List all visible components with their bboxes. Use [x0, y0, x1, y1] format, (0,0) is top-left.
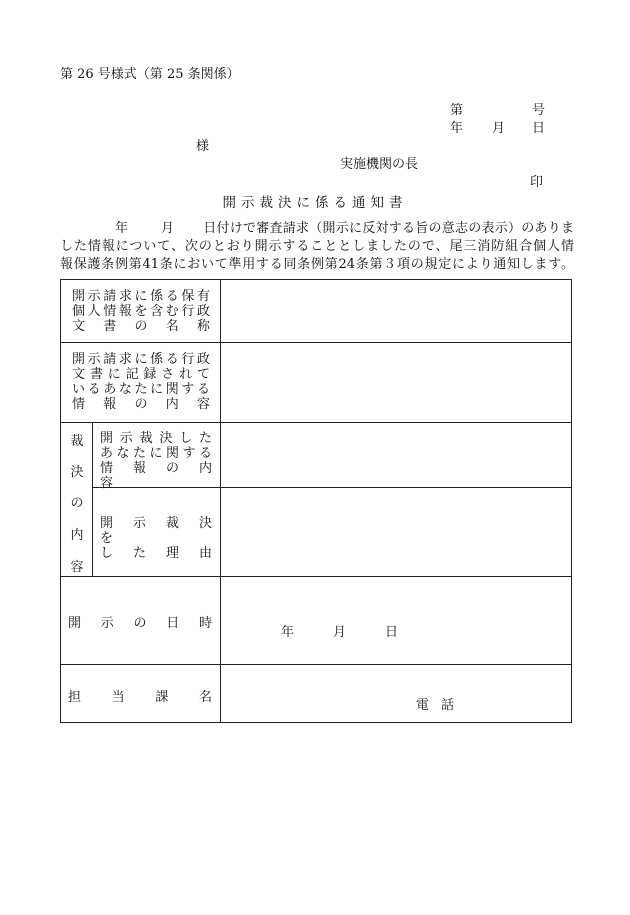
decision-label-char: 裁: [70, 434, 84, 449]
label-line: いるあなたに関する: [72, 382, 210, 397]
form-number: 第 26 号様式（第 25 条関係）: [60, 67, 240, 82]
label-char: 名: [198, 690, 212, 705]
body-month: 月: [161, 221, 175, 236]
body-year: 年: [115, 221, 129, 236]
body-line-2: した情報について、次のとおり開示することとしましたので、尾三消防組合個人情: [60, 239, 574, 254]
label-char: 日: [166, 616, 180, 631]
label-line: 文 書 の 名 称: [72, 319, 210, 334]
doc-number-suffix: 号: [532, 103, 546, 118]
label-char: 時: [198, 616, 212, 631]
decision-label-char: 決: [70, 465, 84, 480]
sender-name: 実施機関の長: [340, 157, 419, 172]
table-rule: [60, 576, 572, 577]
value-recorded-info[interactable]: [221, 343, 571, 422]
value-decision-reason[interactable]: [221, 488, 571, 576]
date-month: 月: [492, 121, 506, 136]
body-line-3: 報保護条例第41条において準用する同条例第24条第３項の規定により通知します。: [60, 257, 574, 272]
label-decided-info: [100, 431, 226, 491]
value-document-name[interactable]: [221, 280, 571, 342]
label-line: 開示請求に係る行政: [72, 352, 210, 367]
decision-label-char: の: [70, 496, 84, 511]
label-line: あなたに関する: [100, 446, 212, 461]
body-line-1: [60, 220, 574, 238]
body-paragraph: [60, 220, 574, 274]
page-title: 開示裁決に係る通知書: [222, 195, 408, 211]
label-department: [68, 686, 212, 705]
label-char: 課: [155, 690, 169, 705]
phone-label[interactable]: 電話: [416, 698, 467, 713]
label-char: 開: [68, 616, 82, 631]
table-rule: [92, 422, 93, 576]
label-char: 当: [111, 690, 125, 705]
decision-label-char: 内: [70, 528, 84, 543]
label-line: 開 示 裁 決 を: [100, 516, 226, 546]
decision-label-char: 容: [70, 560, 84, 575]
body-line-1-text: 日付けで審査請求（開示に反対する旨の意志の表示）のありま: [203, 221, 574, 236]
label-char: の: [133, 616, 147, 631]
label-line: 情 報 の 内 容: [72, 397, 210, 412]
label-line: 情 報 の 内 容: [100, 461, 226, 491]
seal-mark: 印: [530, 175, 544, 190]
label-disclosure-datetime: [68, 612, 212, 631]
label-line: 個人情報を含む行政: [72, 304, 210, 319]
label-line: 文書に記録されて: [72, 367, 210, 382]
label-char: 示: [100, 616, 114, 631]
label-line: し た 理 由: [100, 546, 212, 561]
label-document-name: [72, 289, 210, 334]
table-rule: [60, 664, 572, 665]
label-recorded-info: [72, 352, 210, 412]
disclosure-date-value[interactable]: 年 月 日: [281, 625, 399, 640]
label-decision-reason: [100, 516, 226, 561]
date-year: 年: [450, 121, 464, 136]
value-decided-info[interactable]: [221, 423, 571, 487]
label-line: 開示裁決した: [100, 431, 212, 446]
addressee-suffix: 様: [196, 139, 210, 154]
date-day: 日: [532, 121, 546, 136]
label-line: 開示請求に係る保有: [72, 289, 210, 304]
doc-number-prefix: 第: [450, 103, 464, 118]
label-char: 担: [68, 690, 82, 705]
